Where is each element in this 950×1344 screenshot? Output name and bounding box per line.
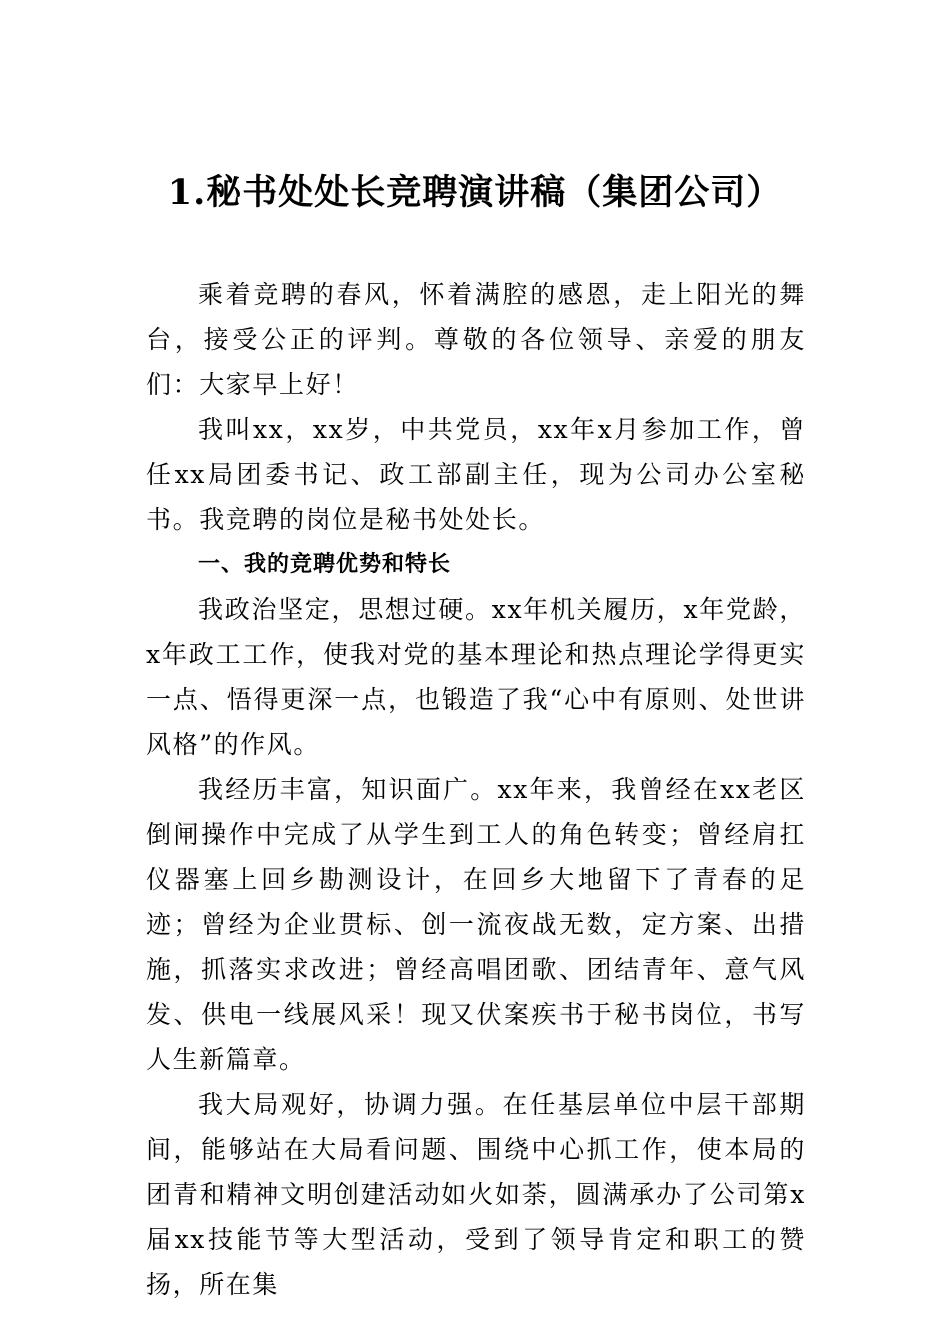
document-body bbox=[146, 272, 806, 1307]
section-paragraph: 我大局观好，协调力强。在任基层单位中层干部期间，能够站在大局看问题、围绕中心抓工作，使本局的团青和精神文明创建活动如火如荼，圆满承办了公司第x届xx技能节等大型活动，受到了领导肯定和职工的赞扬，所在集 bbox=[146, 1090, 806, 1299]
section-paragraph: 我政治坚定，思想过硬。xx年机关履历，x年党龄，x年政工工作，使我对党的基本理论和热点理论学得更实一点、悟得更深一点，也锻造了我“心中有原则、处世讲风格”的作风。 bbox=[146, 595, 806, 759]
self-introduction-paragraph: 我叫xx，xx岁，中共党员，xx年x月参加工作，曾任xx局团委书记、政工部副主任，现为公司办公室秘书。我竞聘的岗位是秘书处处长。 bbox=[146, 415, 806, 534]
section-paragraph: 我经历丰富，知识面广。xx年来，我曾经在xx老区倒闸操作中完成了从学生到工人的角色转变；曾经肩扛仪器塞上回乡勘测设计，在回乡大地留下了青春的足迹；曾经为企业贯标、创一流夜战无数，定方案、出措施，抓落实求改进；曾经高唱团歌、团结青年、意气风发、供电一线展风采！现又伏案疾书于秘书岗位，书写人生新篇章。 bbox=[146, 775, 806, 1074]
intro-paragraph: 乘着竞聘的春风，怀着满腔的感恩，走上阳光的舞台，接受公正的评判。尊敬的各位领导、亲爱的朋友们：大家早上好！ bbox=[146, 280, 806, 399]
document-title: 1.秘书处处长竞聘演讲稿（集团公司） bbox=[167, 172, 783, 213]
section-heading: 一、我的竞聘优势和特长 bbox=[198, 552, 452, 577]
